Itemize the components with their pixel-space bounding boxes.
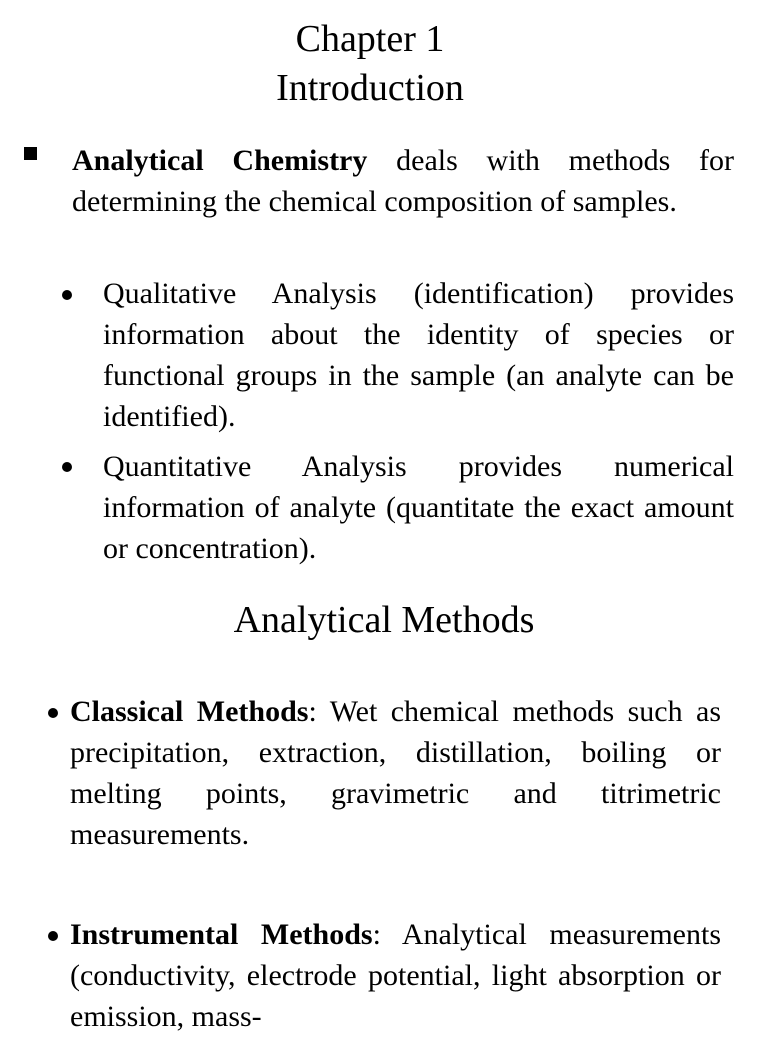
- intro-text: deals with methods for determining the chemical composition of samples.: [72, 144, 734, 218]
- bullet-dot-icon: [48, 708, 58, 718]
- intro-term: Analytical Chemistry: [72, 144, 368, 177]
- methods-heading: Analytical Methods: [233, 599, 535, 641]
- intro-paragraph: [72, 140, 734, 222]
- classical-term: Classical Methods: [70, 695, 309, 728]
- instrumental-text: : Analytical measurements (conductivity, electrode potential, light absorption or emission, mass-: [70, 918, 721, 1033]
- instrumental-methods-item: [70, 914, 721, 1037]
- chapter-subheading: Introduction: [276, 67, 464, 109]
- quantitative-item: Quantitative Analysis provides numerical information of analyte (quantitate the exact amount or concentration).: [103, 450, 734, 565]
- qualitative-item: Qualitative Analysis (identification) provides information about the identity of species or functional groups in the sample (an analyte can be identified).: [103, 277, 734, 433]
- bullet-dot-icon: [62, 290, 72, 300]
- bullet-dot-icon: [48, 931, 58, 941]
- instrumental-term: Instrumental Methods: [70, 918, 373, 951]
- bullet-dot-icon: [62, 462, 72, 472]
- square-bullet-icon: [24, 147, 37, 160]
- classical-text: : Wet chemical methods such as precipitation, extraction, distillation, boiling or melting points, gravimetric and titrimetric measurements.: [70, 695, 722, 851]
- chapter-heading: Chapter 1: [295, 18, 445, 60]
- classical-methods-item: [70, 691, 721, 855]
